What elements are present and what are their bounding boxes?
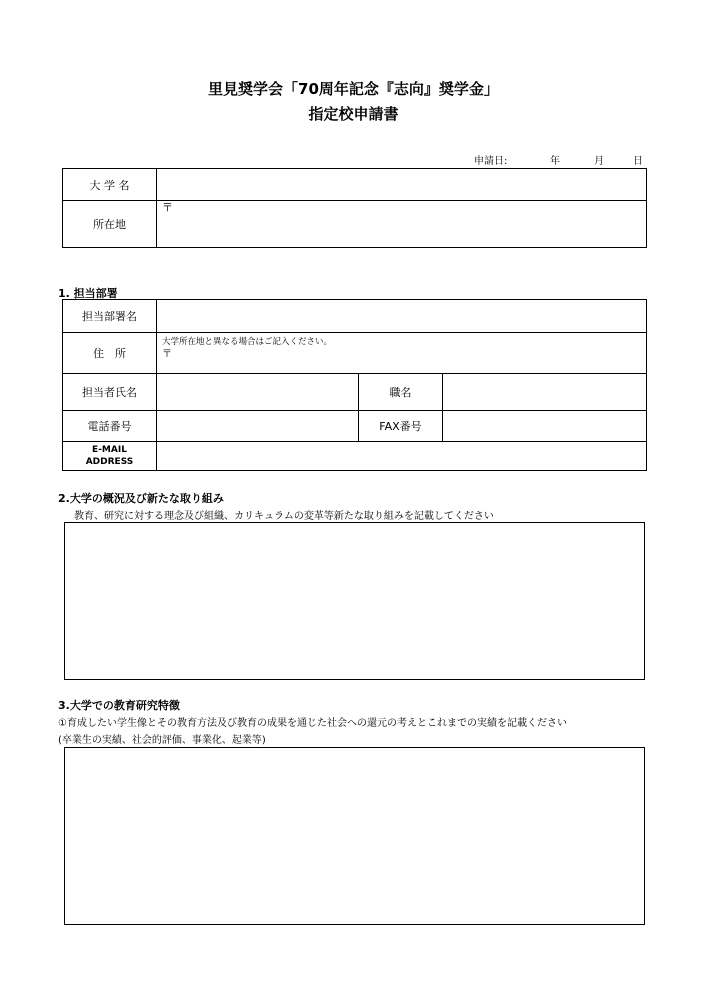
university-name-field[interactable] [157, 169, 647, 201]
application-day-label: 日 [633, 156, 643, 167]
dept-name-field[interactable] [157, 300, 647, 333]
position-field[interactable] [443, 374, 647, 411]
university-table [62, 168, 647, 248]
university-name-label: 大 学 名 [63, 169, 157, 201]
application-year-label: 年 [550, 156, 560, 167]
email-label-line2: ADDRESS [85, 457, 134, 467]
section1-heading: 1. 担当部署 [58, 287, 118, 300]
fax-field[interactable] [443, 411, 647, 442]
location-label: 所在地 [63, 201, 157, 248]
section3-textbox[interactable] [64, 747, 645, 925]
phone-label: 電話番号 [63, 411, 157, 442]
postal-mark: 〒 [162, 201, 173, 214]
fax-label: FAX番号 [359, 411, 443, 442]
section3-item1-text: ①育成したい学生像とその教育方法及び教育の成果を通じた社会への還元の考えとこれまでの実績を記載ください [58, 718, 567, 729]
address-label: 住 所 [63, 333, 157, 374]
address-note: 大学所在地と異なる場合はご記入ください。 [162, 337, 333, 347]
department-table [62, 299, 647, 471]
contact-name-field[interactable] [157, 374, 359, 411]
application-date-label: 申請日: [474, 156, 508, 167]
email-label [63, 442, 157, 471]
contact-name-label: 担当者氏名 [63, 374, 157, 411]
section3-item1-note: (卒業生の実績、社会的評価、事業化、起業等) [58, 735, 266, 746]
phone-field[interactable] [157, 411, 359, 442]
form-title: 里見奨学会「70周年記念『志向』奨学金」 [208, 80, 499, 98]
section2-heading: 2.大学の概況及び新たな取り組み [58, 492, 224, 505]
section2-textbox[interactable] [64, 522, 645, 680]
form-subtitle: 指定校申請書 [308, 105, 399, 123]
application-month-label: 月 [594, 156, 604, 167]
location-field[interactable] [157, 201, 647, 248]
section2-description: 教育、研究に対する理念及び組織、カリキュラムの変革等新たな取り組みを記載してください [74, 511, 494, 522]
section3-heading: 3.大学での教育研究特徴 [58, 699, 180, 712]
address-postal-mark: 〒 [162, 349, 172, 360]
position-label: 職名 [359, 374, 443, 411]
address-field[interactable] [157, 333, 647, 374]
email-field[interactable] [157, 442, 647, 471]
email-label-line1: E-MAIL [92, 445, 127, 455]
dept-name-label: 担当部署名 [63, 300, 157, 333]
